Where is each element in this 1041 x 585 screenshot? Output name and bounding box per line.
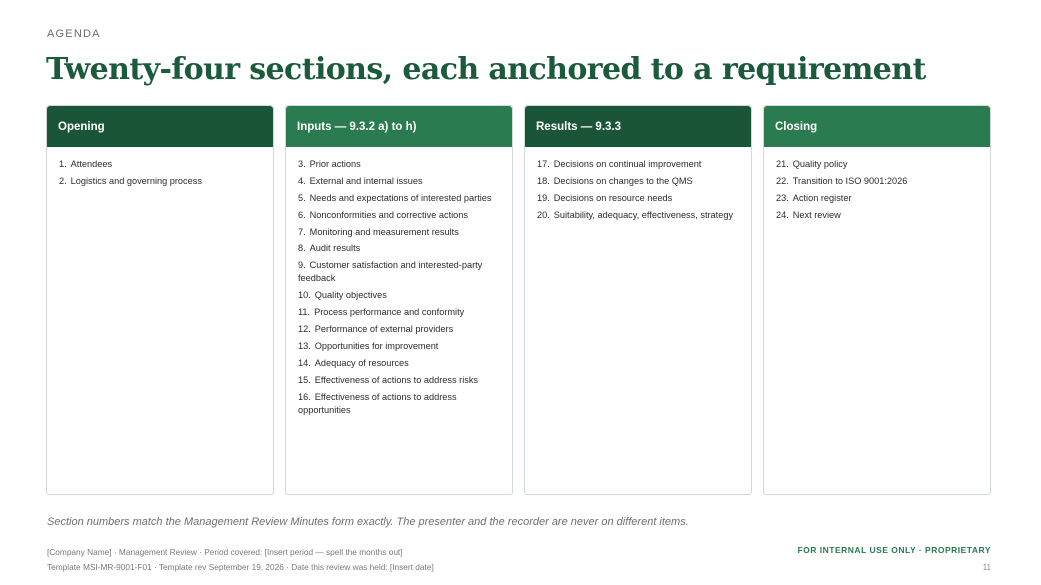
agenda-item-label: Quality policy bbox=[792, 159, 848, 169]
agenda-item bbox=[537, 209, 739, 222]
agenda-item bbox=[537, 192, 739, 205]
agenda-item bbox=[298, 175, 500, 188]
footer-meta bbox=[47, 545, 434, 575]
classification-label: FOR INTERNAL USE ONLY · PROPRIETARY bbox=[797, 545, 991, 555]
agenda-item-label: Decisions on resource needs bbox=[553, 192, 673, 203]
agenda-item-number: 18. bbox=[537, 175, 550, 186]
agenda-item bbox=[298, 289, 500, 302]
agenda-item bbox=[776, 175, 978, 188]
agenda-item-number: 17. bbox=[537, 159, 550, 169]
agenda-item-number: 22. bbox=[776, 175, 789, 186]
agenda-item-label: Performance of external providers bbox=[314, 324, 454, 335]
agenda-list bbox=[525, 147, 751, 222]
agenda-item-label: Logistics and governing process bbox=[70, 175, 202, 186]
footer-line-1: [Company Name] · Management Review · Period covered: [Insert period — spell the months out] bbox=[47, 547, 403, 557]
agenda-columns bbox=[46, 105, 992, 495]
agenda-item-label: Nonconformities and corrective actions bbox=[309, 209, 468, 220]
agenda-item bbox=[537, 158, 739, 171]
agenda-column-inputs bbox=[285, 105, 513, 495]
agenda-item-number: 24. bbox=[776, 209, 789, 220]
agenda-item-number: 15. bbox=[298, 374, 311, 385]
agenda-item bbox=[298, 340, 500, 353]
agenda-item-number: 23. bbox=[776, 192, 789, 203]
footnote: Section numbers match the Management Review Minutes form exactly. The presenter and the recorder are never on different items. bbox=[47, 516, 689, 528]
agenda-item bbox=[298, 357, 500, 370]
agenda-item-number: 20. bbox=[537, 209, 550, 220]
page-title: Twenty-four sections, each anchored to a requirement bbox=[46, 52, 926, 87]
agenda-item-label: Transition to ISO 9001:2026 bbox=[792, 175, 908, 186]
agenda-item-number: 4. bbox=[298, 175, 306, 186]
page-number: 11 bbox=[982, 563, 991, 572]
agenda-item-number: 21. bbox=[776, 159, 789, 169]
column-header-label: Results — 9.3.3 bbox=[536, 120, 622, 133]
column-header-label: Closing bbox=[775, 120, 818, 133]
agenda-item-label: Audit results bbox=[309, 243, 361, 254]
agenda-item bbox=[298, 226, 500, 239]
agenda-item-label: Action register bbox=[792, 192, 852, 203]
agenda-item-number: 16. bbox=[298, 391, 311, 402]
agenda-item-label: Next review bbox=[792, 209, 841, 220]
agenda-item-number: 13. bbox=[298, 340, 311, 351]
agenda-item-label: Decisions on changes to the QMS bbox=[553, 175, 693, 186]
column-header bbox=[47, 106, 273, 147]
agenda-item-label: Quality objectives bbox=[314, 290, 387, 301]
agenda-item bbox=[298, 374, 500, 387]
agenda-item-number: 19. bbox=[537, 192, 550, 203]
agenda-item bbox=[298, 242, 500, 255]
agenda-item-label: Customer satisfaction and interested-party feedback bbox=[298, 260, 483, 284]
agenda-item bbox=[776, 158, 978, 171]
agenda-column-closing bbox=[763, 105, 991, 495]
column-header bbox=[286, 106, 512, 147]
agenda-item-label: Adequacy of resources bbox=[314, 357, 409, 368]
agenda-item-number: 11. bbox=[298, 307, 311, 318]
agenda-item bbox=[298, 192, 500, 205]
agenda-item-label: Opportunities for improvement bbox=[314, 340, 439, 351]
agenda-item-label: Attendees bbox=[70, 159, 113, 169]
agenda-item bbox=[776, 192, 978, 205]
agenda-item-number: 9. bbox=[298, 260, 306, 271]
agenda-column-opening bbox=[46, 105, 274, 495]
agenda-item-label: External and internal issues bbox=[309, 175, 423, 186]
agenda-item bbox=[776, 209, 978, 222]
column-header bbox=[525, 106, 751, 147]
agenda-item bbox=[537, 175, 739, 188]
agenda-item-label: Decisions on continual improvement bbox=[553, 159, 702, 169]
agenda-item bbox=[298, 323, 500, 336]
agenda-item bbox=[59, 158, 261, 171]
agenda-item-number: 8. bbox=[298, 243, 306, 254]
agenda-item bbox=[298, 259, 500, 285]
column-header bbox=[764, 106, 990, 147]
agenda-list bbox=[47, 147, 273, 188]
agenda-item bbox=[298, 209, 500, 222]
agenda-item-number: 1. bbox=[59, 159, 67, 169]
agenda-column-results bbox=[524, 105, 752, 495]
agenda-item-number: 10. bbox=[298, 290, 311, 301]
column-header-label: Inputs — 9.3.2 a) to h) bbox=[297, 120, 417, 133]
agenda-item bbox=[298, 158, 500, 171]
agenda-item-number: 14. bbox=[298, 357, 311, 368]
agenda-item-label: Needs and expectations of interested parties bbox=[309, 192, 492, 203]
agenda-item-number: 6. bbox=[298, 209, 306, 220]
agenda-item bbox=[59, 175, 261, 188]
column-header-label: Opening bbox=[58, 120, 105, 133]
agenda-item-number: 3. bbox=[298, 159, 306, 169]
agenda-list bbox=[286, 147, 512, 417]
agenda-item bbox=[298, 306, 500, 319]
agenda-item-number: 12. bbox=[298, 324, 311, 335]
section-eyebrow: AGENDA bbox=[47, 28, 101, 40]
agenda-list bbox=[764, 147, 990, 222]
agenda-item-number: 2. bbox=[59, 175, 67, 186]
agenda-item-label: Process performance and conformity bbox=[314, 307, 465, 318]
agenda-item-number: 5. bbox=[298, 192, 306, 203]
agenda-item-label: Prior actions bbox=[309, 159, 361, 169]
agenda-item-label: Suitability, adequacy, effectiveness, strategy bbox=[553, 209, 734, 220]
agenda-item bbox=[298, 391, 500, 417]
agenda-item-label: Monitoring and measurement results bbox=[309, 226, 459, 237]
agenda-item-label: Effectiveness of actions to address opportunities bbox=[298, 391, 457, 415]
agenda-item-number: 7. bbox=[298, 226, 306, 237]
footer-line-2: Template MSI-MR-9001-F01 · Template rev September 19, 2026 · Date this review was held: [Insert date] bbox=[47, 562, 434, 572]
agenda-item-label: Effectiveness of actions to address risks bbox=[314, 374, 479, 385]
